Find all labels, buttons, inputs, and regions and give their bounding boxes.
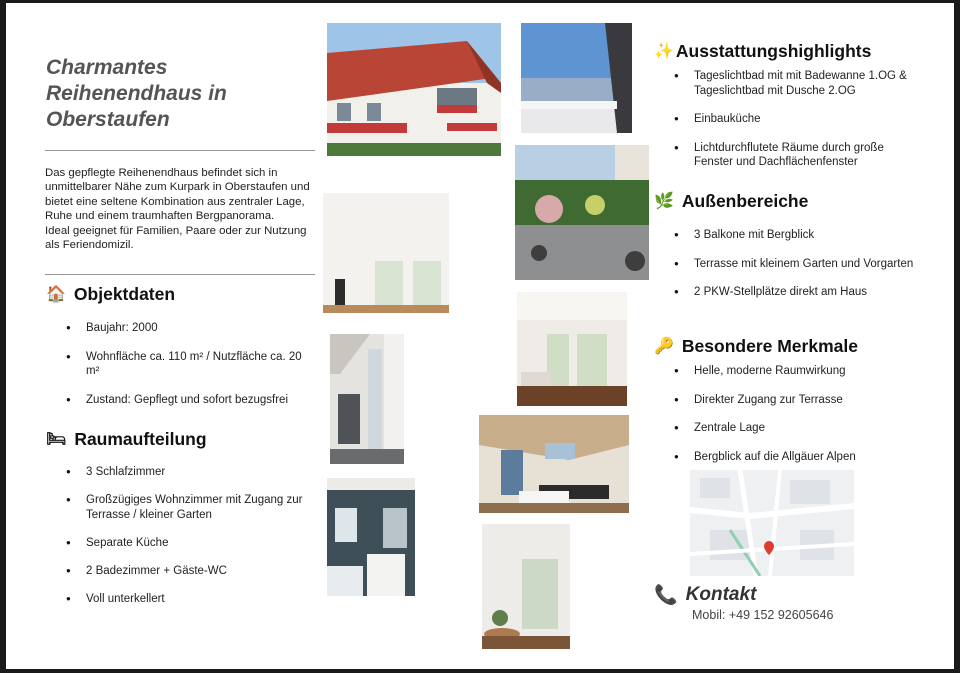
section-ausstattung-heading [654,41,871,62]
bedroom-photo [479,415,629,513]
ausstattung-list [674,69,924,170]
list-item: ● Direkter Zugang zur Terrasse [674,393,924,408]
list-item: ● Tageslichtbad mit mit Badewanne 1.OG & Tageslichtbad mit Dusche 2.OG [674,69,924,98]
skylight-photo [521,23,632,133]
intro-text: Das gepflegte Reihenendhaus befindet sich in unmittelbarer Nähe zum Kurpark in Oberstaufen und bietet eine seltene Kombination aus zentraler Lage, Ruhe und einem traumhaften Bergpanorama. Ideal geeignet für Familien, Paare oder zur Nutzung als Feriendomizil. [45,167,310,252]
list-item: ● Wohnfläche ca. 110 m² / Nutzfläche ca. 20 m² [66,350,314,379]
list-item: ● 3 Schlafzimmer [66,465,314,480]
terrace-garden-photo [515,145,649,280]
list-item: ● Zentrale Lage [674,421,924,436]
section-aussen-heading [654,191,808,212]
phone-icon: 📞 [654,585,678,606]
section-heading-label: Objektdaten [73,284,176,304]
aussen-list [674,228,924,300]
section-heading-label: Kontakt [685,584,757,605]
sparkles-icon: ✨ [654,42,674,60]
section-heading-label: Außenbereiche [681,191,809,211]
section-heading-label: Raumaufteilung [74,429,207,449]
objektdaten-list [66,321,314,407]
bathroom-tub-photo [327,478,415,596]
list-item: ● Bergblick auf die Allgäuer Alpen [674,450,924,465]
list-item: ● Separate Küche [66,536,314,551]
merkmale-list [674,364,924,464]
list-item: ● Einbauküche [674,112,924,127]
list-item: ● 2 Badezimmer + Gäste-WC [66,564,314,579]
divider [45,150,315,151]
key-icon: 🔑 [654,337,674,355]
contact-mobile: Mobil: +49 152 92605646 [692,608,834,622]
herb-icon: 🌿 [654,192,674,210]
list-item: ● Lichtdurchflutete Räume durch große Fenster und Dachflächenfenster [674,141,924,170]
living-room-doors-photo [517,292,627,406]
section-objektdaten-heading [46,284,175,305]
list-item: ● Terrasse mit kleinem Garten und Vorgarten [674,257,924,272]
brochure-page [6,3,954,669]
list-item: ● Zustand: Gepflegt und sofort bezugsfrei [66,393,314,408]
list-item: ● Großzügiges Wohnzimmer mit Zugang zur Terrasse / kleiner Garten [66,493,314,522]
bed-icon: 🛏 [46,430,67,448]
raumaufteilung-list [66,465,314,606]
location-map [690,470,854,576]
page-title: Charmantes Reihenendhaus in Oberstaufen [46,56,227,131]
list-item: ● Helle, moderne Raumwirkung [674,364,924,379]
section-merkmale-heading [654,336,858,357]
divider [45,274,315,275]
bathroom-shower-photo [330,334,404,464]
section-heading-label: Ausstattungshighlights [675,41,872,61]
house-exterior-photo [327,23,501,156]
list-item: ● 2 PKW-Stellplätze direkt am Haus [674,285,924,300]
list-item: ● Voll unterkellert [66,592,314,607]
section-heading-label: Besondere Merkmale [681,336,858,356]
list-item: ● 3 Balkone mit Bergblick [674,228,924,243]
living-room-photo [323,193,449,313]
section-kontakt-heading [654,583,756,607]
room-window-photo [482,524,570,649]
section-raumaufteilung-heading [46,429,207,450]
list-item: ● Baujahr: 2000 [66,321,314,336]
house-icon: 🏠 [46,285,66,303]
